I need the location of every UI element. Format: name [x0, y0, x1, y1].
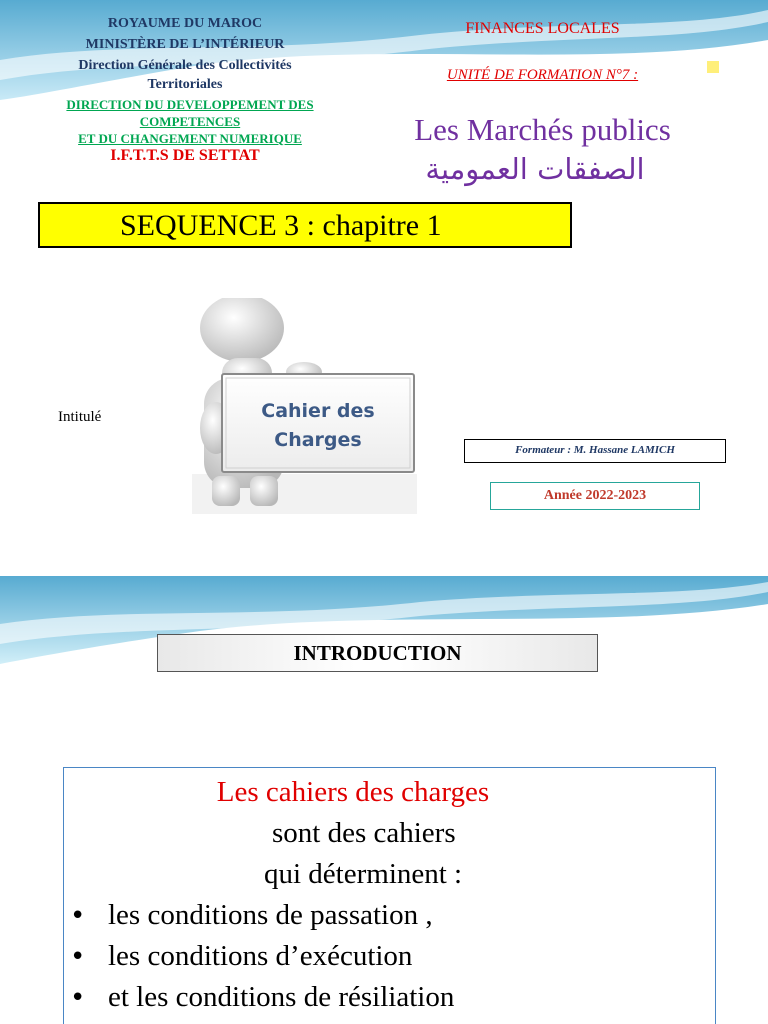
bullet-item-3: [70, 981, 454, 1014]
yellow-square-decoration: [707, 61, 719, 73]
development-directorate-2: COMPETENCES: [139, 114, 241, 129]
academic-year-box: Année 2022-2023: [490, 482, 700, 510]
course-title: Les Marchés publics: [414, 112, 671, 147]
ministry-label: MINISTÈRE DE L’INTÉRIEUR: [85, 37, 285, 52]
directorate-label: Direction Générale des Collectivités: [78, 58, 292, 73]
bullet-icon: •: [70, 983, 86, 1013]
program-label: FINANCES LOCALES: [465, 20, 620, 37]
figure-holding-board-illustration: [192, 298, 422, 514]
development-directorate-3: ET DU CHANGEMENT NUMERIQUE: [78, 131, 302, 146]
bullet-text: les conditions d’exécution: [108, 940, 413, 972]
bullet-text: et les conditions de résiliation: [108, 981, 455, 1013]
bullet-item-1: [70, 899, 433, 932]
directorate-label-2: Territoriales: [147, 77, 223, 92]
bullet-icon: •: [70, 942, 86, 972]
unit-label: UNITÉ DE FORMATION N°7 :: [446, 67, 639, 83]
sequence-banner: SEQUENCE 3 : chapitre 1: [38, 202, 572, 248]
intitule-label: Intitulé: [58, 409, 102, 425]
bullet-icon: •: [70, 901, 86, 931]
development-directorate: DIRECTION DU DEVELOPPEMENT DES: [66, 97, 314, 112]
bullet-item-2: [70, 940, 412, 973]
intro-line-2: sont des cahiers: [272, 817, 456, 849]
course-title-arabic: الصفقات العمومية: [425, 152, 645, 186]
introduction-heading: INTRODUCTION: [157, 634, 598, 672]
slide-2: [0, 576, 768, 1024]
slide-gap: [0, 560, 768, 576]
bullet-text: les conditions de passation ,: [108, 899, 433, 931]
kingdom-label: ROYAUME DU MAROC: [107, 16, 263, 31]
board-text-line-1: Cahier des: [261, 400, 375, 422]
trainer-box: Formateur : M. Hassane LAMICH: [464, 439, 726, 463]
lead-text-red: Les cahiers des charges: [216, 776, 490, 808]
board-text-line-2: Charges: [274, 429, 362, 451]
school-name: I.F.T.T.S DE SETTAT: [110, 147, 260, 164]
intro-line-3: qui déterminent :: [264, 858, 463, 890]
